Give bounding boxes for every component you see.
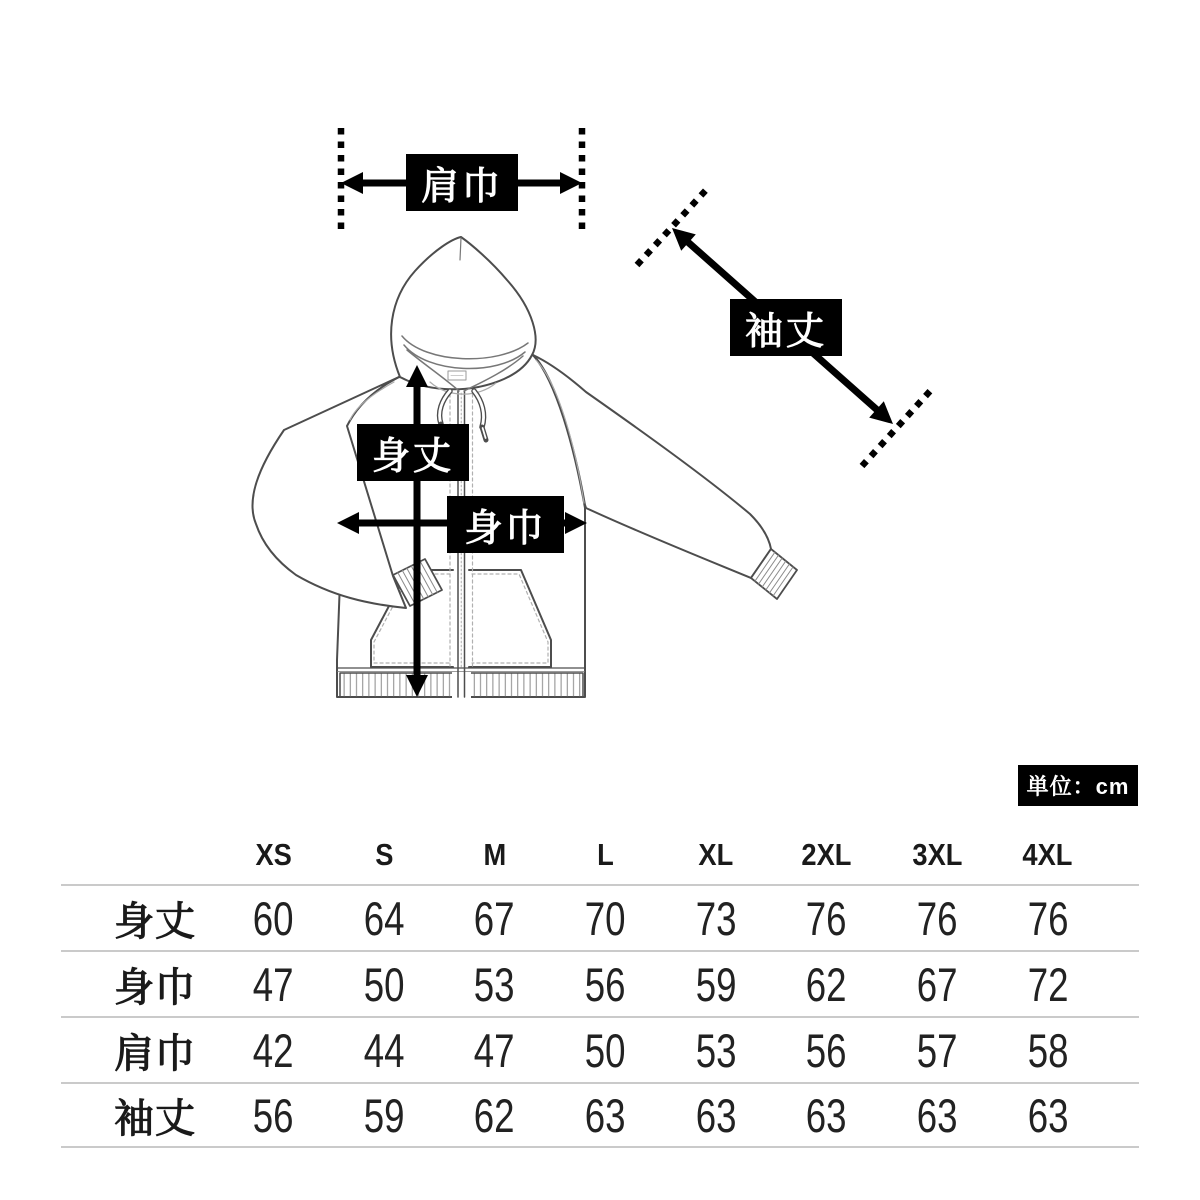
size-header: S [374,837,394,872]
size-header: M [483,837,506,872]
size-value: 50 [363,957,405,1011]
size-value: 64 [363,891,405,945]
size-value: 58 [1027,1023,1069,1077]
row-label: 肩巾 [114,1031,196,1076]
size-value: 73 [695,891,737,945]
size-header: 3XL [912,837,963,872]
size-value: 67 [916,957,958,1011]
size-value: 60 [252,891,294,945]
size-table-header-row [61,826,1139,884]
size-value: 50 [584,1023,626,1077]
shoulder-width-label: 肩巾 [406,154,518,211]
size-value: 63 [1027,1088,1069,1142]
row-label: 身巾 [114,965,196,1010]
size-header: 4XL [1022,837,1073,872]
row-label: 身丈 [114,899,196,944]
size-value: 63 [916,1088,958,1142]
size-value: 57 [916,1023,958,1077]
size-value: 56 [806,1023,847,1077]
size-value: 56 [252,1088,294,1142]
size-header: XL [698,837,734,872]
size-value: 62 [474,1088,515,1142]
size-header: XS [255,837,292,872]
size-value: 76 [806,891,847,945]
size-value: 67 [474,891,515,945]
unit-badge: 単位：cm [1018,765,1138,806]
size-value: 53 [695,1023,737,1077]
hoodie-sketch [252,237,797,698]
size-value: 53 [474,957,515,1011]
row-label: 袖丈 [114,1096,196,1141]
size-value: 63 [806,1088,847,1142]
size-value: 72 [1027,957,1069,1011]
size-value: 44 [363,1023,405,1077]
size-value: 70 [584,891,626,945]
sleeve-length-label: 袖丈 [730,299,842,356]
size-value: 42 [252,1023,294,1077]
size-value: 59 [695,957,737,1011]
size-value: 62 [806,957,847,1011]
body-width-label: 身巾 [447,496,564,553]
size-table [61,826,1139,1148]
size-value: 63 [584,1088,626,1142]
size-value: 59 [363,1088,405,1142]
size-value: 47 [252,957,294,1011]
table-row-body-length [61,884,1139,950]
body-length-label: 身丈 [357,424,469,481]
table-row-sleeve-length [61,1082,1139,1148]
size-value: 76 [916,891,958,945]
size-value: 56 [584,957,626,1011]
size-value: 76 [1027,891,1069,945]
size-value: 63 [695,1088,737,1142]
size-value: 47 [474,1023,515,1077]
table-row-shoulder-width [61,1016,1139,1082]
size-header: 2XL [801,837,852,872]
table-row-body-width [61,950,1139,1016]
size-header: L [596,837,614,872]
